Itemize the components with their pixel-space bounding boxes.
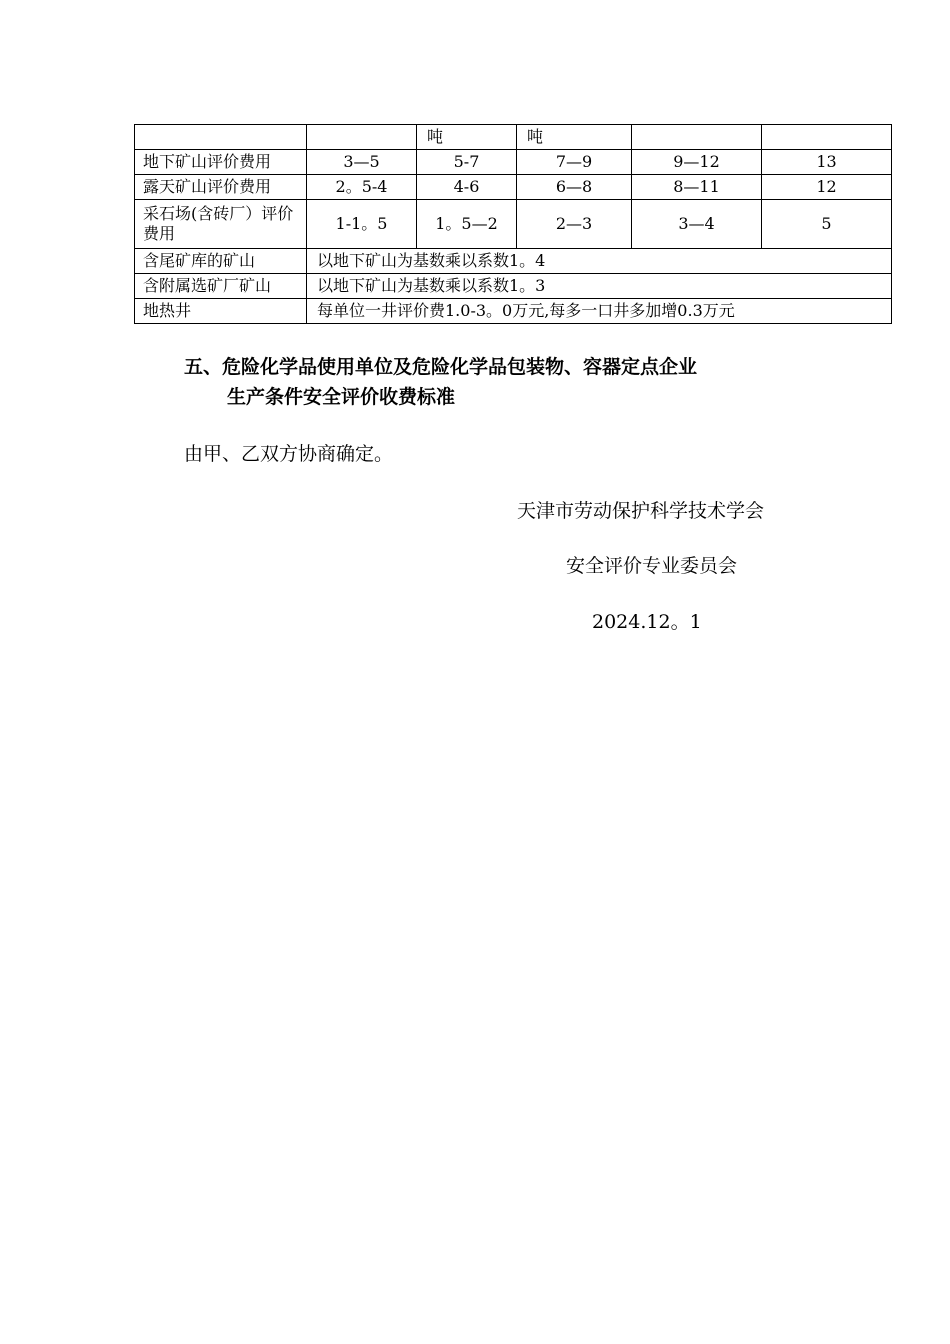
- row-label: 含附属选矿厂矿山: [135, 274, 307, 299]
- table-cell: 9—12: [632, 150, 762, 175]
- row-label: 含尾矿库的矿山: [135, 249, 307, 274]
- table-cell: 2—3: [517, 200, 632, 249]
- table-cell: 7—9: [517, 150, 632, 175]
- table-row: [135, 249, 892, 274]
- section-heading-line2: 生产条件安全评价收费标准: [227, 386, 456, 408]
- table-cell: 5-7: [417, 150, 517, 175]
- section-heading: [184, 352, 697, 412]
- table-cell: 5: [762, 200, 892, 249]
- section-heading-line1: 五、危险化学品使用单位及危险化学品包装物、容器定点企业: [184, 356, 698, 378]
- section-body: 由甲、乙双方协商确定。: [184, 443, 394, 465]
- fee-table: [134, 124, 892, 324]
- table-row: [135, 299, 892, 324]
- table-cell: 13: [762, 150, 892, 175]
- table-cell: 3—4: [632, 200, 762, 249]
- header-cell: [135, 125, 307, 150]
- header-cell: [307, 125, 417, 150]
- row-label: 采石场(含砖厂）评价费用: [135, 200, 307, 249]
- row-label: 地热井: [135, 299, 307, 324]
- table-cell: 6—8: [517, 175, 632, 200]
- table-header-row: [135, 125, 892, 150]
- table-cell: 2。5-4: [307, 175, 417, 200]
- table-row: [135, 150, 892, 175]
- table-cell-merged: 每单位一井评价费1.0-3。0万元,每多一口井多加增0.3万元: [307, 299, 892, 324]
- row-label: 地下矿山评价费用: [135, 150, 307, 175]
- header-cell: 吨: [417, 125, 517, 150]
- row-label: 露天矿山评价费用: [135, 175, 307, 200]
- table-row: [135, 274, 892, 299]
- signature-date: 2024.12。1: [592, 611, 702, 633]
- header-cell: 吨: [517, 125, 632, 150]
- table-row: [135, 200, 892, 249]
- table-row: [135, 175, 892, 200]
- header-cell: [632, 125, 762, 150]
- table-cell-merged: 以地下矿山为基数乘以系数1。3: [307, 274, 892, 299]
- table-cell-merged: 以地下矿山为基数乘以系数1。4: [307, 249, 892, 274]
- table-cell: 1。5—2: [417, 200, 517, 249]
- header-cell: [762, 125, 892, 150]
- signature-organization: 天津市劳动保护科学技术学会: [517, 500, 765, 522]
- table-cell: 4-6: [417, 175, 517, 200]
- table-cell: 12: [762, 175, 892, 200]
- signature-committee: 安全评价专业委员会: [566, 555, 738, 577]
- table-cell: 8—11: [632, 175, 762, 200]
- table-cell: 1-1。5: [307, 200, 417, 249]
- table-cell: 3—5: [307, 150, 417, 175]
